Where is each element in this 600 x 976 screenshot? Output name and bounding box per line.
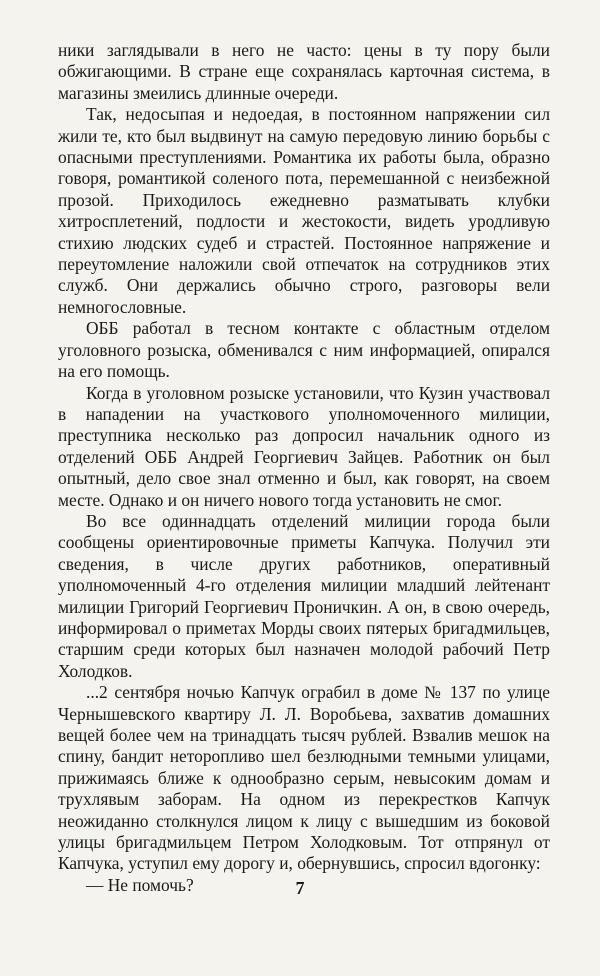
paragraph-3: ОББ работал в тесном контакте с областным отделом уголовного розыска, обменивался с ним информацией, опирался на его помощь. (58, 318, 550, 382)
book-page-text (58, 40, 550, 896)
page-number: 7 (295, 878, 305, 898)
paragraph-6: ...2 сентября ночью Капчук ограбил в доме № 137 по улице Чернышевского квартиру Л. Л. Воробьева, захватив домашних вещей более чем на тринадцать тысяч рублей. Взвалив мешок на спину, бандит неторопливо шел безлюдными темными улицами, прижимаясь ближе к однообразно серым, невысоким домам и трухлявым заборам. На одном из перекрестков Капчук неожиданно столкнулся лицом к лицу с вышедшим из боковой улицы бригадмильцем Петром Холодковым. Тот отпрянул от Капчука, уступил ему дорогу и, обернувшись, спросил вдогонку: (58, 682, 550, 874)
paragraph-4: Когда в уголовном розыске установили, что Кузин участвовал в нападении на участкового уполномоченного милиции, преступника несколько раз допросил начальник одного из отделений ОББ Андрей Георгиевич Зайцев. Работник он был опытный, дело свое знал отменно и был, как говорят, на своем месте. Однако и он ничего нового тогда установить не смог. (58, 382, 550, 510)
paragraph-1: ники заглядывали в него не часто: цены в ту пору были обжигающими. В стране еще сохранялась карточная система, в магазины змеились длинные очереди. (58, 40, 550, 103)
paragraph-5: Во все одиннадцать отделений милиции города были сообщены ориентировочные приметы Капчука. Получил эти сведения, в числе других работников, оперативный уполномоченный 4-го отделения милиции младший лейтенант милиции Григорий Георгиевич Проничкин. А он, в свою очередь, информировал о приметах Морды своих пятерых бригадмильцев, старшим среди которых был назначен молодой рабочий Петр Холодков. (58, 510, 550, 681)
paragraph-2: Так, недосыпая и недоедая, в постоянном напряжении сил жили те, кто был выдвинут на самую передовую линию борьбы с опасными преступлениями. Романтика их работы была, образно говоря, романтикой соленого пота, перемешанной с неизбежной прозой. Приходилось ежедневно разматывать клубки хитросплетений, подлости и жестокости, видеть уродливую стихию людских судеб и страстей. Постоянное напряжение и переутомление наложили свой отпечаток на сотрудников этих служб. Они держались обычно строго, разговоры вели немногословные. (58, 104, 550, 317)
paragraph-7-dialog: — Не помочь? (86, 874, 194, 895)
